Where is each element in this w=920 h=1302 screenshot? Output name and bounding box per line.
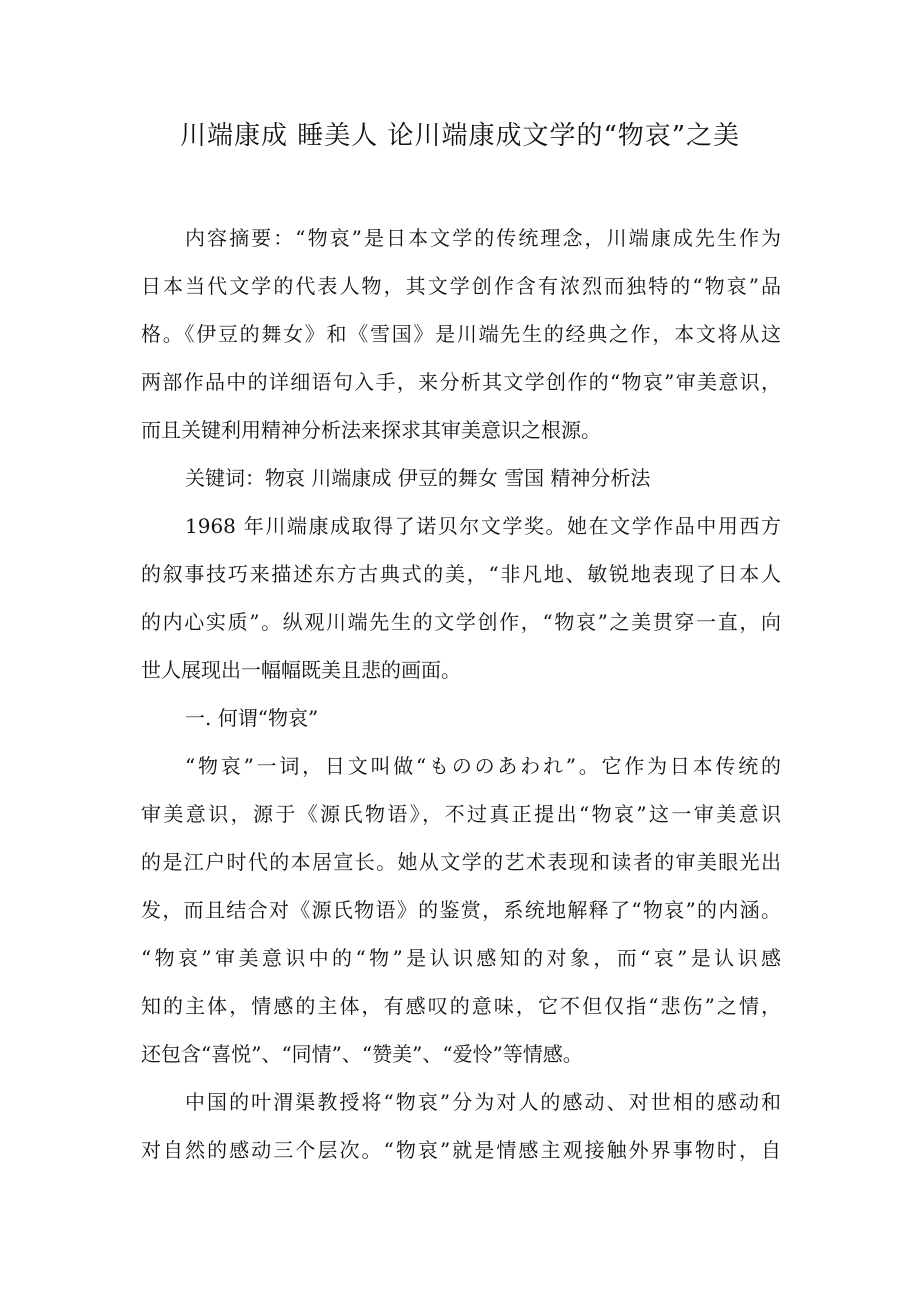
- text-line: 一. 何谓“物哀”: [185, 706, 319, 730]
- text-line: 的内心实质”。纵观川端先生的文学创作，“物哀”之美贯穿一直，向: [141, 610, 781, 634]
- text-line: 1968 年川端康成取得了诺贝尔文学奖。她在文学作品中用西方: [185, 514, 781, 538]
- text-line: 的叙事技巧来描述东方古典式的美，“非凡地、敏锐地表现了日本人: [141, 562, 781, 586]
- text-line: “物哀”审美意识中的“物”是认识感知的对象，而“哀”是认识感: [141, 946, 781, 970]
- text-line: 的是江户时代的本居宣长。她从文学的艺术表现和读者的审美眼光出: [141, 850, 781, 874]
- text-line: 内容摘要：“物哀”是日本文学的传统理念，川端康成先生作为: [185, 226, 781, 250]
- text-line: 关键词：物哀 川端康成 伊豆的舞女 雪国 精神分析法: [185, 466, 651, 490]
- text-line: 知的主体，情感的主体，有感叹的意味，它不但仅指“悲伤”之情，: [141, 994, 781, 1018]
- text-line: 日本当代文学的代表人物，其文学创作含有浓烈而独特的“物哀”品: [141, 274, 781, 298]
- text-line: 还包含“喜悦”、“同情”、“赞美”、“爱怜”等情感。: [141, 1042, 583, 1066]
- document-body: [141, 214, 781, 1174]
- text-line: 对自然的感动三个层次。“物哀”就是情感主观接触外界事物时，自: [141, 1138, 781, 1162]
- text-line: 发，而且结合对《源氏物语》的鉴赏，系统地解释了“物哀”的内涵。: [141, 898, 781, 922]
- text-line: 中国的叶渭渠教授将“物哀”分为对人的感动、对世相的感动和: [185, 1090, 781, 1114]
- text-line: 而且关键利用精神分析法来探求其审美意识之根源。: [141, 418, 601, 442]
- text-line: 格。《伊豆的舞女》和《雪国》是川端先生的经典之作，本文将从这: [141, 322, 781, 346]
- text-line: “物哀”一词，日文叫做“もののあわれ”。它作为日本传统的: [185, 754, 781, 778]
- text-line: 世人展现出一幅幅既美且悲的画面。: [141, 658, 461, 682]
- text-line: 两部作品中的详细语句入手，来分析其文学创作的“物哀”审美意识，: [141, 370, 781, 394]
- document-title: 川端康成 睡美人 论川端康成文学的“物哀”之美: [179, 121, 741, 151]
- text-line: 审美意识，源于《源氏物语》，不过真正提出“物哀”这一审美意识: [141, 802, 781, 826]
